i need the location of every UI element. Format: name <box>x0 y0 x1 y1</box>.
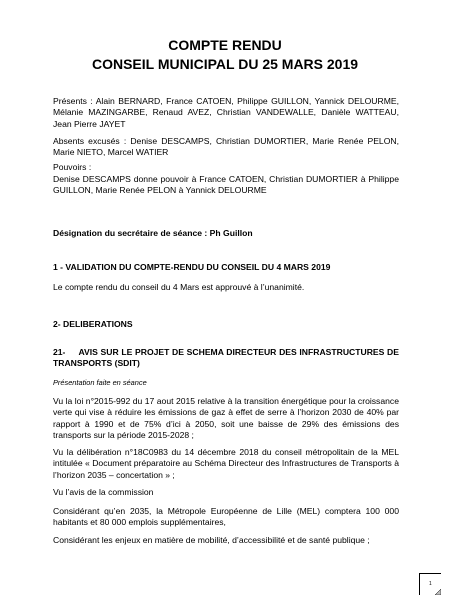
section1-body: Le compte rendu du conseil du 4 Mars est approuvé à l’unanimité. <box>53 282 305 292</box>
absents-list: Absents excusés : Denise DESCAMPS, Christian DUMORTIER, Marie Renée PELON, Marie NIETO, Marcel WATIER <box>53 136 399 158</box>
page-number: 1 <box>429 581 432 587</box>
section1-heading: 1 - VALIDATION DU COMPTE-RENDU DU CONSEIL DU 4 MARS 2019 <box>53 262 331 272</box>
document-subtitle: CONSEIL MUNICIPAL DU 25 MARS 2019 <box>91 56 359 72</box>
presentation-note: Présentation faite en séance <box>53 378 147 387</box>
page-fold-icon <box>435 589 441 595</box>
considerant-paragraph: Vu l’avis de la commission <box>53 487 154 497</box>
presents-list: Présents : Alain BERNARD, France CATOEN, Philippe GUILLON, Yannick DELOURME, Mélanie MAZINGARBE, Renaud AVEZ, Christian VANDEWALLE, Danièle WATTEAU, Jean Pierre JAYET <box>53 96 399 129</box>
deliberation-number: 21- <box>53 347 66 357</box>
pouvoirs-label: Pouvoirs : <box>53 162 92 172</box>
considerant-paragraph: Vu la loi n°2015-992 du 17 aout 2015 relative à la transition énergétique pour la croissance verte qui vise à réduire les émissions de gaz à effet de serre à l’horizon 2030 de 40% par rapport à 1990 et de 75% d’ici à 2050, soit une baisse de 29% des émissions des transports sur la période 2015-2028 ; <box>53 396 399 441</box>
considerant-paragraph: Considérant qu’en 2035, la Métropole Européenne de Lille (MEL) comptera 100 000 habitants et 80 000 emplois supplémentaires, <box>53 506 399 528</box>
considerant-paragraph: Considérant les enjeux en matière de mobilité, d’accessibilité et de santé publique ; <box>53 535 370 545</box>
page-number-box <box>419 573 441 595</box>
document-title: COMPTE RENDU <box>168 37 282 53</box>
secretary-designation: Désignation du secrétaire de séance : Ph Guillon <box>53 228 253 238</box>
considerant-paragraph: Vu la délibération n°18C0983 du 14 décembre 2018 du conseil métropolitain de la MEL intitulée « Document préparatoire au Schéma Directeur des Infrastructures de Transports à l’horizon 2035 – concertation » ; <box>53 447 399 480</box>
deliberation-title: AVIS SUR LE PROJET DE SCHEMA DIRECTEUR DES INFRASTRUCTURES DE TRANSPORTS (SDIT) <box>53 347 399 369</box>
deliberation-21-heading <box>53 347 399 370</box>
pouvoirs-list: Denise DESCAMPS donne pouvoir à France CATOEN, Christian DUMORTIER à Philippe GUILLON, Marie Renée PELON à Yannick DELOURME <box>53 174 399 196</box>
section2-heading: 2- DELIBERATIONS <box>53 319 133 329</box>
